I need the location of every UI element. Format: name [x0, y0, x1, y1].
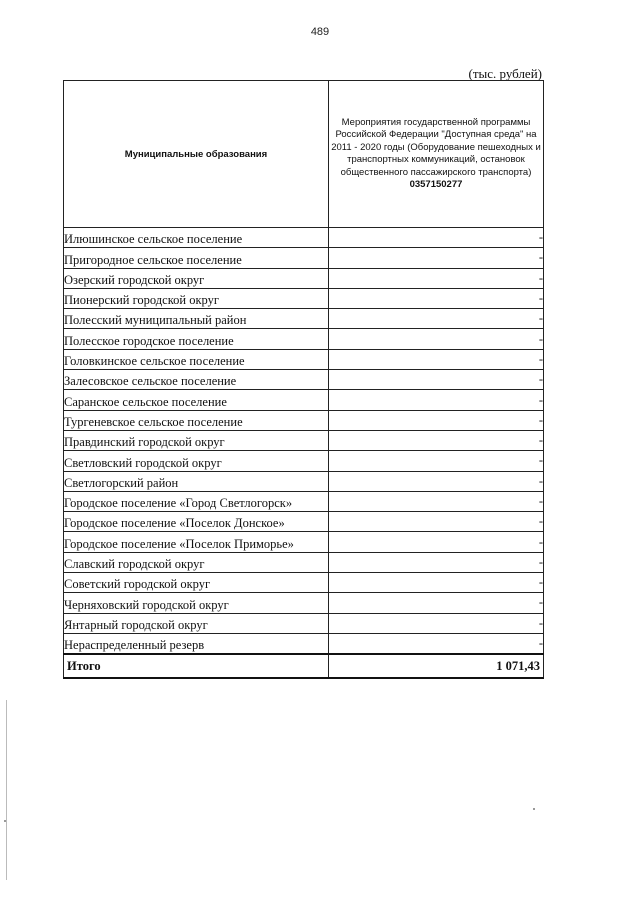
table-row [64, 288, 544, 308]
table-row [64, 309, 544, 329]
row-amount: - [329, 451, 544, 471]
row-amount: - [329, 410, 544, 430]
table-row [64, 430, 544, 450]
row-municipality-name: Светловский городской округ [64, 451, 329, 471]
table-row [64, 593, 544, 613]
row-amount: - [329, 532, 544, 552]
total-value: 1 071,43 [329, 654, 544, 678]
row-amount: - [329, 633, 544, 654]
row-municipality-name: Пригородное сельское поселение [64, 248, 329, 268]
row-amount: - [329, 573, 544, 593]
row-municipality-name: Советский городской округ [64, 573, 329, 593]
row-amount: - [329, 349, 544, 369]
table-row [64, 329, 544, 349]
table-row [64, 512, 544, 532]
row-municipality-name: Озерский городской округ [64, 268, 329, 288]
row-municipality-name: Саранское сельское поселение [64, 390, 329, 410]
header-program-text: Мероприятия государственной программы Российской Федерации "Доступная среда" на 2011 - 2020 годы (Оборудование пешеходных и транспортных коммуникаций, остановок общественного пассажирского транспорта) [331, 116, 541, 178]
row-amount: - [329, 248, 544, 268]
header-municipality: Муниципальные образования [64, 81, 329, 228]
row-amount: - [329, 613, 544, 633]
table-row [64, 410, 544, 430]
table-row [64, 573, 544, 593]
row-municipality-name: Нераспределенный резерв [64, 633, 329, 654]
row-municipality-name: Янтарный городской округ [64, 613, 329, 633]
row-amount: - [329, 288, 544, 308]
row-amount: - [329, 512, 544, 532]
header-program [329, 81, 544, 228]
header-program-code: 0357150277 [409, 179, 463, 190]
margin-scan-line [6, 700, 7, 880]
row-amount: - [329, 329, 544, 349]
total-label: Итого [64, 654, 329, 678]
row-municipality-name: Головкинское сельское поселение [64, 349, 329, 369]
scan-dot [533, 808, 535, 810]
row-municipality-name: Черняховский городской округ [64, 593, 329, 613]
page-number: 489 [310, 26, 330, 38]
table-row [64, 248, 544, 268]
row-amount: - [329, 491, 544, 511]
row-amount: - [329, 370, 544, 390]
row-municipality-name: Славский городской округ [64, 552, 329, 572]
table-row [64, 268, 544, 288]
table-row [64, 613, 544, 633]
table-row [64, 552, 544, 572]
row-municipality-name: Светлогорский район [64, 471, 329, 491]
scan-dot [4, 820, 6, 822]
row-amount: - [329, 390, 544, 410]
row-amount: - [329, 593, 544, 613]
row-municipality-name: Городское поселение «Поселок Приморье» [64, 532, 329, 552]
allocation-table [63, 80, 544, 679]
row-amount: - [329, 430, 544, 450]
row-municipality-name: Пионерский городской округ [64, 288, 329, 308]
table-row [64, 370, 544, 390]
table-row [64, 633, 544, 654]
row-municipality-name: Илюшинское сельское поселение [64, 228, 329, 248]
table-row [64, 532, 544, 552]
row-municipality-name: Полесское городское поселение [64, 329, 329, 349]
row-municipality-name: Тургеневское сельское поселение [64, 410, 329, 430]
row-municipality-name: Городское поселение «Город Светлогорск» [64, 491, 329, 511]
table-row [64, 491, 544, 511]
row-municipality-name: Залесовское сельское поселение [64, 370, 329, 390]
row-municipality-name: Полесский муниципальный район [64, 309, 329, 329]
total-row [64, 654, 544, 678]
table-row [64, 228, 544, 248]
table-row [64, 451, 544, 471]
table-body [64, 228, 544, 655]
table-row [64, 390, 544, 410]
row-amount: - [329, 552, 544, 572]
row-amount: - [329, 268, 544, 288]
row-municipality-name: Правдинский городской округ [64, 430, 329, 450]
table-header-row [64, 81, 544, 228]
row-amount: - [329, 228, 544, 248]
table-row [64, 471, 544, 491]
table-row [64, 349, 544, 369]
row-amount: - [329, 471, 544, 491]
row-municipality-name: Городское поселение «Поселок Донское» [64, 512, 329, 532]
row-amount: - [329, 309, 544, 329]
unit-label: (тыс. рублей) [468, 66, 542, 81]
